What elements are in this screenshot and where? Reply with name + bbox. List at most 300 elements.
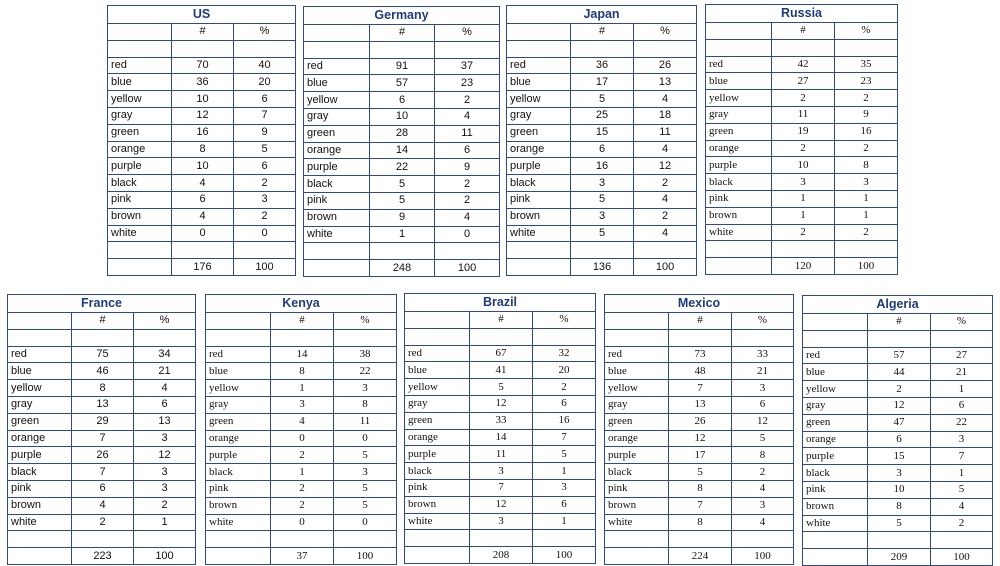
- color-label: orange: [206, 430, 271, 447]
- percent-value: 3: [234, 191, 296, 208]
- count-value: 4: [172, 208, 234, 225]
- empty-cell: [206, 531, 271, 548]
- table-row: [108, 91, 296, 108]
- count-value: 36: [172, 74, 234, 91]
- country-table-brazil: [404, 293, 596, 564]
- table-row: [304, 159, 500, 176]
- empty-cell: [835, 39, 898, 56]
- table-title-row: [405, 294, 596, 312]
- table-title: Germany: [304, 7, 500, 25]
- color-label: yellow: [405, 379, 470, 396]
- count-value: 1: [772, 207, 835, 224]
- color-label: green: [706, 123, 772, 140]
- empty-cell: [72, 329, 134, 346]
- color-label: blue: [507, 74, 571, 91]
- count-header: #: [470, 312, 533, 329]
- total-count: 248: [370, 260, 435, 277]
- count-value: 7: [470, 479, 533, 496]
- color-label: white: [108, 225, 172, 242]
- table-title: Kenya: [206, 295, 397, 313]
- percent-value: 3: [334, 380, 397, 397]
- empty-cell: [172, 242, 234, 259]
- table-row: [405, 379, 596, 396]
- color-label: red: [206, 346, 271, 363]
- percent-value: 9: [435, 159, 500, 176]
- percent-value: 21: [732, 363, 794, 380]
- color-label: gray: [8, 396, 72, 413]
- table-row: [507, 124, 697, 141]
- color-label: brown: [605, 497, 669, 514]
- table-title-row: [8, 295, 196, 313]
- spacer-row: [304, 41, 500, 58]
- column-header-row: [803, 314, 993, 331]
- count-value: 2: [772, 224, 835, 241]
- count-header: #: [571, 24, 634, 41]
- table-row: [206, 480, 397, 497]
- empty-cell: [470, 530, 533, 547]
- percent-value: 3: [134, 430, 196, 447]
- table-row: [803, 515, 993, 532]
- count-value: 7: [669, 497, 732, 514]
- count-value: 1: [370, 226, 435, 243]
- count-header: #: [868, 314, 931, 331]
- table-row: [803, 481, 993, 498]
- percent-value: 9: [835, 106, 898, 123]
- column-header-row: [405, 312, 596, 329]
- color-label: orange: [405, 429, 470, 446]
- color-label: orange: [706, 140, 772, 157]
- percent-value: 4: [435, 108, 500, 125]
- percent-value: 3: [334, 464, 397, 481]
- table-row: [405, 463, 596, 480]
- percent-value: 6: [234, 91, 296, 108]
- color-label: blue: [405, 362, 470, 379]
- total-count: 136: [571, 259, 634, 276]
- percent-value: 8: [334, 396, 397, 413]
- total-count: 224: [669, 548, 732, 565]
- table-row: [405, 395, 596, 412]
- count-value: 16: [172, 124, 234, 141]
- empty-cell: [334, 531, 397, 548]
- empty-cell: [334, 329, 397, 346]
- percent-value: 7: [234, 107, 296, 124]
- count-header: #: [772, 23, 835, 40]
- empty-cell: [172, 40, 234, 57]
- table-row: [206, 447, 397, 464]
- percent-value: 11: [435, 125, 500, 142]
- empty-cell: [8, 548, 72, 565]
- color-label: green: [507, 124, 571, 141]
- percent-value: 11: [634, 124, 697, 141]
- color-label: brown: [507, 208, 571, 225]
- table-row: [803, 431, 993, 448]
- table-row: [304, 58, 500, 75]
- percent-value: 1: [835, 207, 898, 224]
- empty-cell: [8, 313, 72, 330]
- empty-cell: [634, 40, 697, 57]
- color-label: gray: [206, 396, 271, 413]
- table-title: Mexico: [605, 295, 794, 313]
- table-row: [206, 413, 397, 430]
- spacer-row: [706, 241, 898, 258]
- table-row: [108, 141, 296, 158]
- percent-value: 2: [435, 192, 500, 209]
- table-row: [8, 497, 196, 514]
- table-row: [803, 448, 993, 465]
- count-value: 4: [72, 497, 134, 514]
- count-value: 3: [470, 463, 533, 480]
- empty-cell: [435, 243, 500, 260]
- column-header-row: [206, 313, 397, 330]
- percent-value: 34: [134, 346, 196, 363]
- total-count: 120: [772, 258, 835, 275]
- empty-cell: [835, 241, 898, 258]
- percent-value: 4: [732, 514, 794, 531]
- table-row: [304, 176, 500, 193]
- count-value: 2: [271, 480, 334, 497]
- color-label: green: [605, 413, 669, 430]
- count-value: 1: [772, 190, 835, 207]
- percent-value: 5: [334, 480, 397, 497]
- count-value: 0: [271, 430, 334, 447]
- percent-value: 0: [334, 430, 397, 447]
- color-label: white: [206, 514, 271, 531]
- count-value: 17: [669, 447, 732, 464]
- color-label: black: [507, 175, 571, 192]
- total-row: [8, 548, 196, 565]
- empty-cell: [108, 259, 172, 276]
- table-row: [206, 497, 397, 514]
- color-label: pink: [304, 192, 370, 209]
- empty-cell: [271, 329, 334, 346]
- table-row: [206, 363, 397, 380]
- empty-cell: [571, 40, 634, 57]
- empty-cell: [206, 313, 271, 330]
- percent-value: 6: [234, 158, 296, 175]
- percent-value: 3: [134, 464, 196, 481]
- country-table-kenya: [205, 294, 397, 565]
- table-row: [706, 56, 898, 73]
- color-label: black: [803, 465, 868, 482]
- percent-header: %: [334, 313, 397, 330]
- percent-value: 4: [134, 380, 196, 397]
- count-header: #: [370, 25, 435, 42]
- column-header-row: [8, 313, 196, 330]
- percent-value: 1: [931, 381, 993, 398]
- color-label: gray: [304, 108, 370, 125]
- percent-value: 1: [533, 463, 596, 480]
- table-title-row: [803, 296, 993, 314]
- empty-cell: [605, 531, 669, 548]
- table-row: [304, 75, 500, 92]
- empty-cell: [605, 329, 669, 346]
- total-count: 209: [868, 549, 931, 566]
- total-row: [803, 549, 993, 566]
- table-row: [108, 74, 296, 91]
- color-label: yellow: [206, 380, 271, 397]
- count-value: 16: [571, 158, 634, 175]
- color-label: purple: [8, 447, 72, 464]
- empty-cell: [8, 329, 72, 346]
- empty-cell: [470, 328, 533, 345]
- percent-header: %: [835, 23, 898, 40]
- color-label: black: [706, 174, 772, 191]
- percent-value: 2: [634, 175, 697, 192]
- percent-value: 2: [835, 140, 898, 157]
- percent-value: 3: [732, 497, 794, 514]
- empty-cell: [868, 532, 931, 549]
- count-value: 5: [571, 225, 634, 242]
- table-row: [108, 175, 296, 192]
- color-label: yellow: [803, 381, 868, 398]
- empty-cell: [304, 243, 370, 260]
- color-label: red: [405, 345, 470, 362]
- table-row: [108, 158, 296, 175]
- country-table-japan: [506, 5, 697, 276]
- color-label: pink: [206, 480, 271, 497]
- country-table-mexico: [604, 294, 794, 565]
- table-title-row: [605, 295, 794, 313]
- color-label: brown: [206, 497, 271, 514]
- color-label: blue: [206, 363, 271, 380]
- percent-value: 26: [634, 57, 697, 74]
- count-value: 5: [470, 379, 533, 396]
- table-row: [405, 446, 596, 463]
- count-value: 11: [470, 446, 533, 463]
- table-row: [304, 192, 500, 209]
- count-value: 57: [370, 75, 435, 92]
- empty-cell: [732, 329, 794, 346]
- count-value: 17: [571, 74, 634, 91]
- color-label: purple: [803, 448, 868, 465]
- count-value: 46: [72, 363, 134, 380]
- count-value: 75: [72, 346, 134, 363]
- percent-value: 0: [435, 226, 500, 243]
- color-label: red: [108, 57, 172, 74]
- total-percent: 100: [732, 548, 794, 565]
- color-label: blue: [605, 363, 669, 380]
- color-label: pink: [507, 191, 571, 208]
- table-row: [706, 190, 898, 207]
- count-value: 3: [571, 208, 634, 225]
- table-row: [8, 363, 196, 380]
- count-value: 9: [370, 209, 435, 226]
- count-value: 36: [571, 57, 634, 74]
- table-title: Japan: [507, 6, 697, 24]
- percent-value: 8: [732, 447, 794, 464]
- spacer-row: [605, 531, 794, 548]
- count-value: 3: [470, 513, 533, 530]
- percent-value: 3: [931, 431, 993, 448]
- count-value: 2: [772, 140, 835, 157]
- empty-cell: [706, 23, 772, 40]
- color-label: brown: [405, 496, 470, 513]
- color-label: red: [706, 56, 772, 73]
- table-row: [304, 226, 500, 243]
- color-label: orange: [108, 141, 172, 158]
- color-label: black: [605, 464, 669, 481]
- total-percent: 100: [835, 258, 898, 275]
- color-label: purple: [605, 447, 669, 464]
- table-row: [108, 124, 296, 141]
- percent-value: 2: [234, 208, 296, 225]
- count-value: 28: [370, 125, 435, 142]
- percent-value: 37: [435, 58, 500, 75]
- percent-value: 0: [234, 225, 296, 242]
- count-value: 2: [271, 497, 334, 514]
- count-value: 8: [868, 498, 931, 515]
- column-header-row: [507, 24, 697, 41]
- table-title-row: [706, 5, 898, 23]
- percent-value: 3: [533, 479, 596, 496]
- total-percent: 100: [334, 548, 397, 565]
- count-value: 14: [271, 346, 334, 363]
- color-label: gray: [803, 397, 868, 414]
- percent-value: 40: [234, 57, 296, 74]
- table-row: [304, 92, 500, 109]
- total-row: [706, 258, 898, 275]
- table-row: [507, 141, 697, 158]
- count-value: 5: [370, 192, 435, 209]
- color-label: green: [803, 414, 868, 431]
- empty-cell: [868, 330, 931, 347]
- table-row: [8, 380, 196, 397]
- color-label: gray: [108, 107, 172, 124]
- count-value: 47: [868, 414, 931, 431]
- spacer-row: [507, 40, 697, 57]
- percent-value: 2: [134, 497, 196, 514]
- empty-cell: [803, 330, 868, 347]
- spacer-row: [507, 242, 697, 259]
- table-title-row: [108, 6, 296, 24]
- spacer-row: [8, 329, 196, 346]
- count-value: 33: [470, 412, 533, 429]
- total-percent: 100: [931, 549, 993, 566]
- count-value: 67: [470, 345, 533, 362]
- empty-cell: [8, 531, 72, 548]
- column-header-row: [108, 24, 296, 41]
- spacer-row: [803, 532, 993, 549]
- count-value: 26: [669, 413, 732, 430]
- count-value: 11: [772, 106, 835, 123]
- empty-cell: [706, 241, 772, 258]
- table-row: [605, 480, 794, 497]
- total-percent: 100: [134, 548, 196, 565]
- percent-value: 1: [835, 190, 898, 207]
- table-row: [8, 464, 196, 481]
- empty-cell: [108, 24, 172, 41]
- count-value: 4: [172, 175, 234, 192]
- spacer-row: [108, 40, 296, 57]
- color-label: brown: [108, 208, 172, 225]
- empty-cell: [108, 40, 172, 57]
- total-row: [605, 548, 794, 565]
- table-row: [206, 380, 397, 397]
- table-row: [405, 479, 596, 496]
- percent-value: 3: [732, 380, 794, 397]
- percent-value: 12: [732, 413, 794, 430]
- percent-value: 2: [234, 175, 296, 192]
- percent-value: 2: [533, 379, 596, 396]
- table-row: [803, 381, 993, 398]
- count-value: 2: [271, 447, 334, 464]
- color-label: yellow: [108, 91, 172, 108]
- table-title-row: [507, 6, 697, 24]
- empty-cell: [304, 41, 370, 58]
- table-row: [108, 225, 296, 242]
- table-row: [803, 465, 993, 482]
- color-label: blue: [108, 74, 172, 91]
- count-value: 0: [172, 225, 234, 242]
- table-row: [304, 209, 500, 226]
- table-row: [605, 363, 794, 380]
- percent-value: 5: [234, 141, 296, 158]
- color-label: purple: [304, 159, 370, 176]
- total-percent: 100: [634, 259, 697, 276]
- percent-header: %: [931, 314, 993, 331]
- color-label: blue: [706, 73, 772, 90]
- color-label: purple: [108, 158, 172, 175]
- percent-value: 5: [732, 430, 794, 447]
- empty-cell: [405, 530, 470, 547]
- empty-cell: [571, 242, 634, 259]
- color-label: orange: [304, 142, 370, 159]
- column-header-row: [706, 23, 898, 40]
- percent-value: 6: [134, 396, 196, 413]
- table-row: [605, 396, 794, 413]
- color-label: yellow: [605, 380, 669, 397]
- percent-header: %: [732, 313, 794, 330]
- percent-header: %: [533, 312, 596, 329]
- percent-header: %: [134, 313, 196, 330]
- count-value: 10: [370, 108, 435, 125]
- country-table-russia: [705, 4, 898, 275]
- table-row: [706, 140, 898, 157]
- table-row: [8, 430, 196, 447]
- percent-value: 32: [533, 345, 596, 362]
- table-title: Algeria: [803, 296, 993, 314]
- count-value: 25: [571, 107, 634, 124]
- table-row: [706, 207, 898, 224]
- color-label: red: [605, 346, 669, 363]
- percent-value: 6: [533, 395, 596, 412]
- color-label: red: [803, 347, 868, 364]
- empty-cell: [134, 329, 196, 346]
- empty-cell: [931, 330, 993, 347]
- color-label: orange: [803, 431, 868, 448]
- table-row: [605, 430, 794, 447]
- table-row: [304, 108, 500, 125]
- spacer-row: [304, 243, 500, 260]
- percent-value: 38: [334, 346, 397, 363]
- color-label: orange: [507, 141, 571, 158]
- table-row: [304, 125, 500, 142]
- table-title: US: [108, 6, 296, 24]
- empty-cell: [669, 531, 732, 548]
- percent-value: 2: [634, 208, 697, 225]
- country-table-france: [7, 294, 196, 565]
- table-row: [304, 142, 500, 159]
- color-label: pink: [405, 479, 470, 496]
- color-label: red: [304, 58, 370, 75]
- color-label: brown: [304, 209, 370, 226]
- empty-cell: [803, 549, 868, 566]
- color-label: black: [206, 464, 271, 481]
- color-label: white: [706, 224, 772, 241]
- total-row: [405, 547, 596, 564]
- table-row: [803, 364, 993, 381]
- count-value: 10: [172, 91, 234, 108]
